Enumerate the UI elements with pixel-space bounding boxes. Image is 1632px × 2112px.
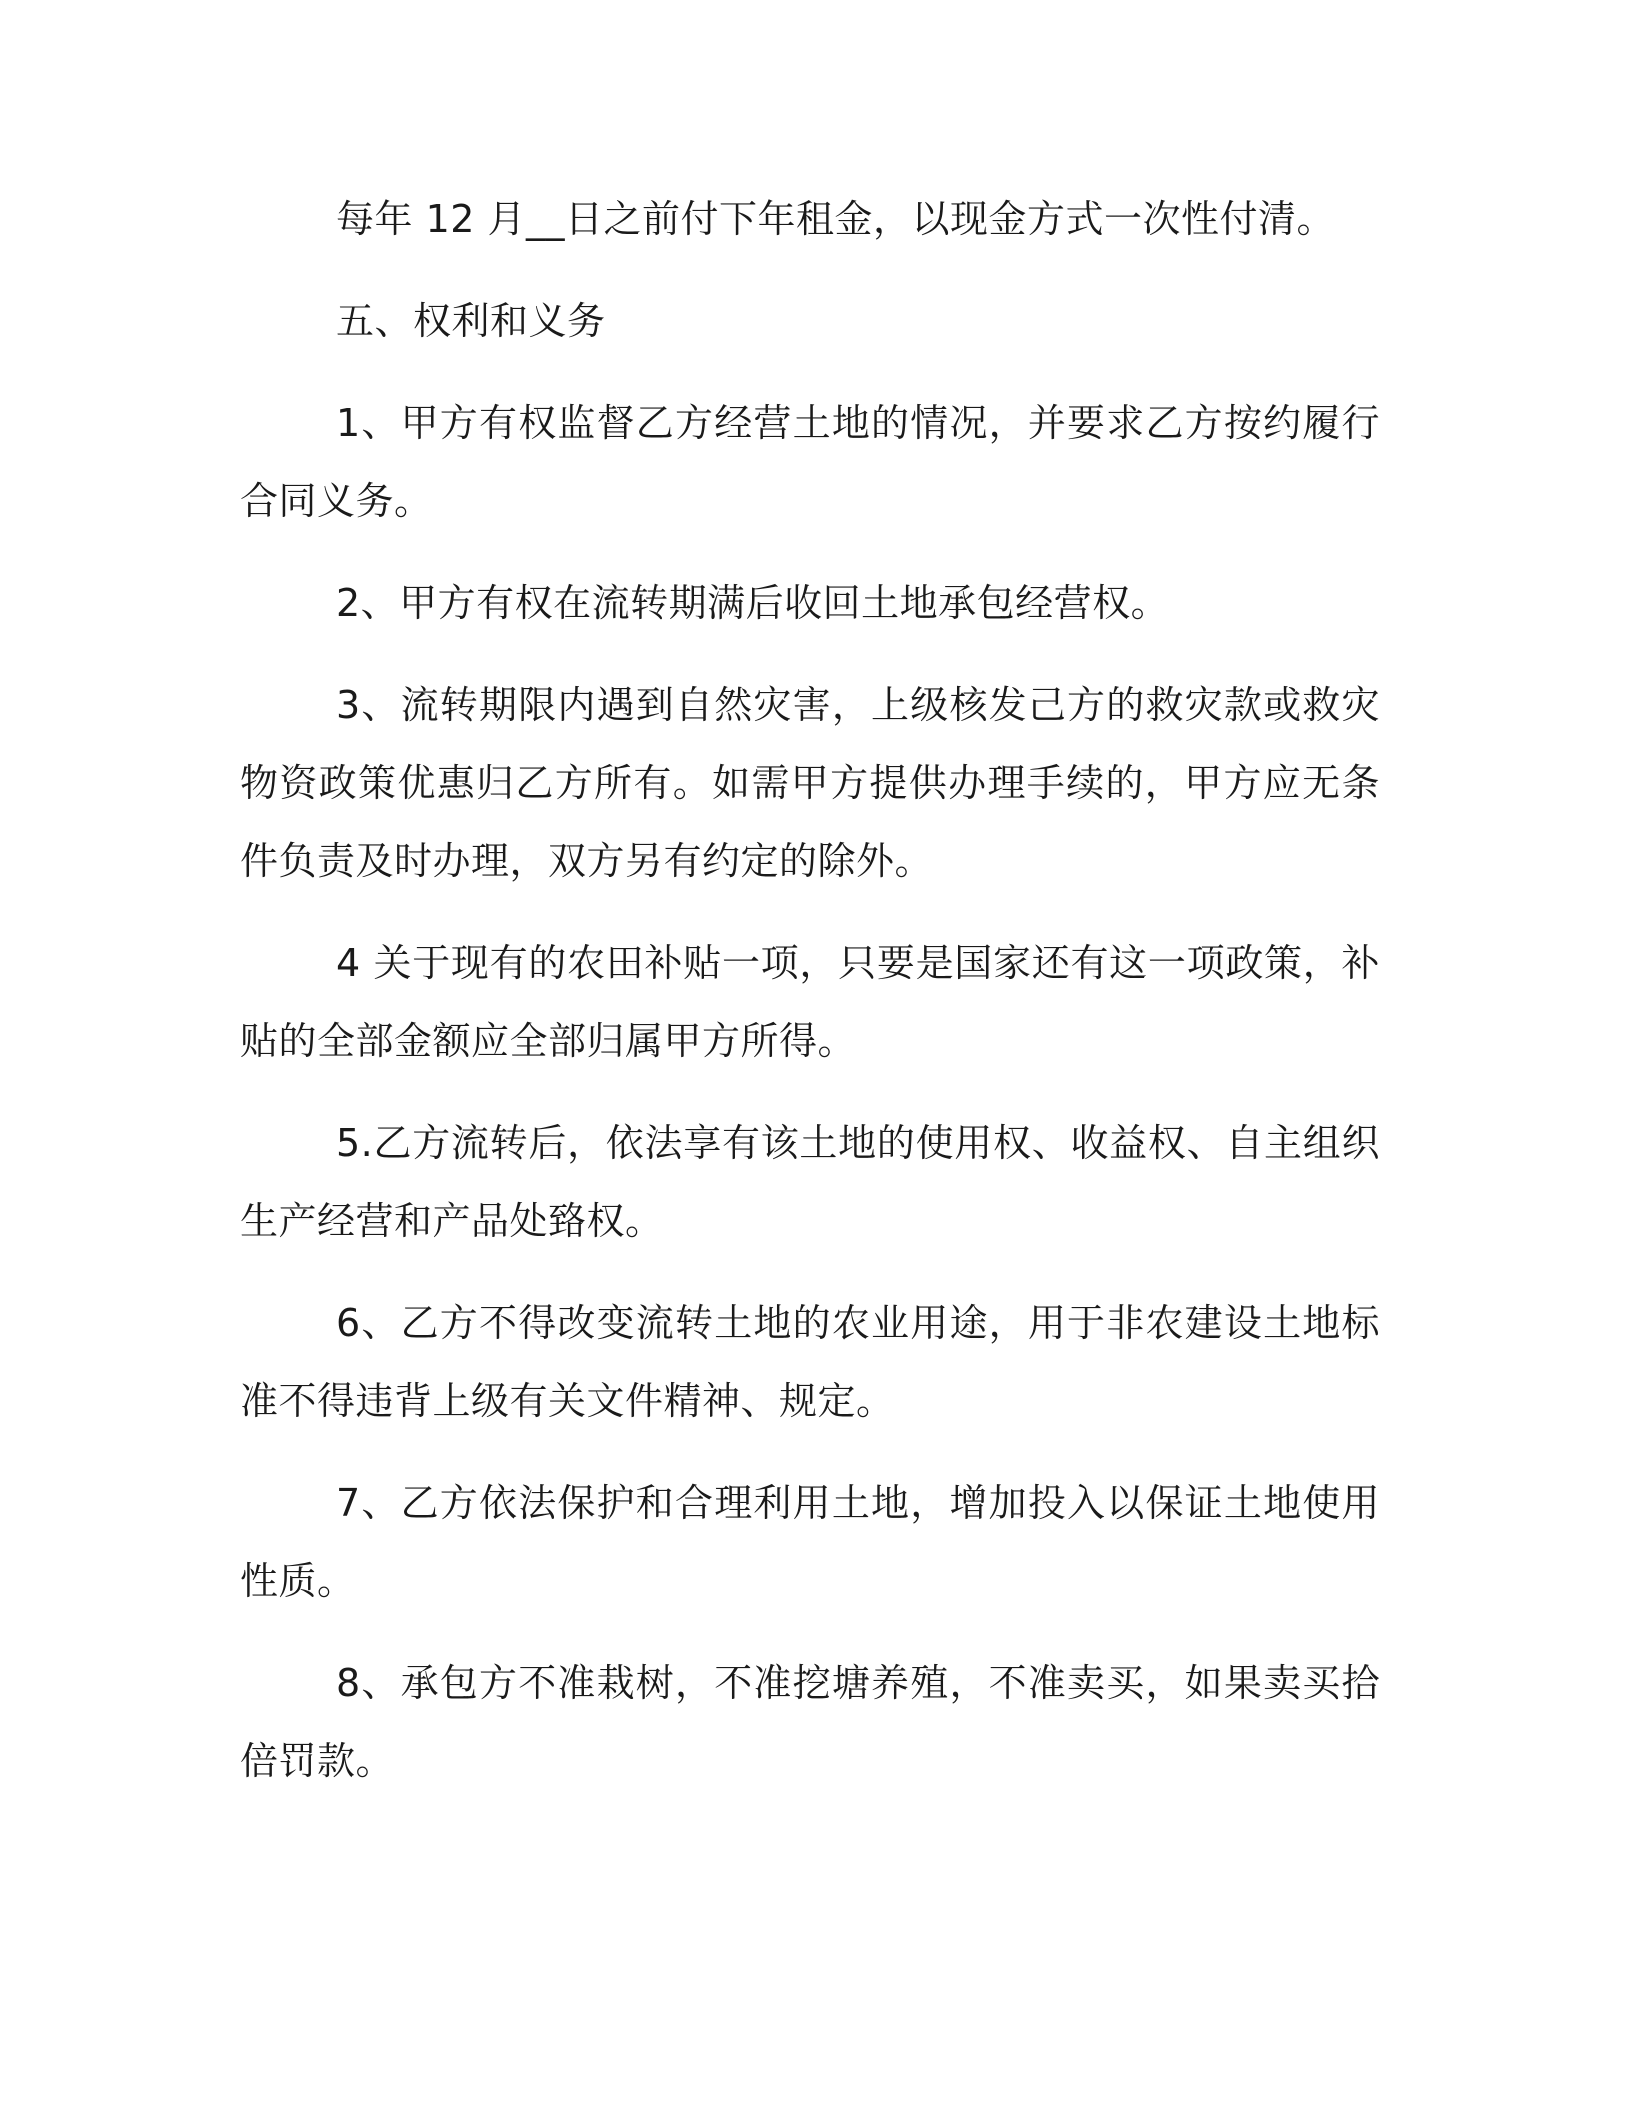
paragraph-clause-1: 1、甲方有权监督乙方经营土地的情况，并要求乙方按约履行合同义务。 (240, 401, 1380, 523)
paragraph-clause-8: 8、承包方不准栽树，不准挖塘养殖，不准卖买，如果卖买拾倍罚款。 (240, 1661, 1380, 1783)
paragraph-clause-2: 2、甲方有权在流转期满后收回土地承包经营权。 (336, 581, 1170, 625)
paragraph-rent-payment: 每年 12 月__日之前付下年租金，以现金方式一次性付清。 (336, 197, 1336, 241)
document-body (240, 180, 1380, 1824)
section-heading-rights-obligations: 五、权利和义务 (336, 299, 606, 343)
paragraph-clause-7: 7、乙方依法保护和合理利用土地，增加投入以保证土地使用性质。 (240, 1481, 1380, 1603)
paragraph-clause-5: 5.乙方流转后，依法享有该土地的使用权、收益权、自主组织生产经营和产品处臵权。 (240, 1121, 1380, 1243)
paragraph-clause-3: 3、流转期限内遇到自然灾害，上级核发己方的救灾款或救灾物资政策优惠归乙方所有。如需甲方提供办理手续的，甲方应无条件负责及时办理，双方另有约定的除外。 (240, 683, 1380, 883)
paragraph-clause-4: 4 关于现有的农田补贴一项，只要是国家还有这一项政策，补贴的全部金额应全部归属甲方所得。 (240, 941, 1380, 1063)
paragraph-clause-6: 6、乙方不得改变流转土地的农业用途，用于非农建设土地标准不得违背上级有关文件精神、规定。 (240, 1301, 1380, 1423)
